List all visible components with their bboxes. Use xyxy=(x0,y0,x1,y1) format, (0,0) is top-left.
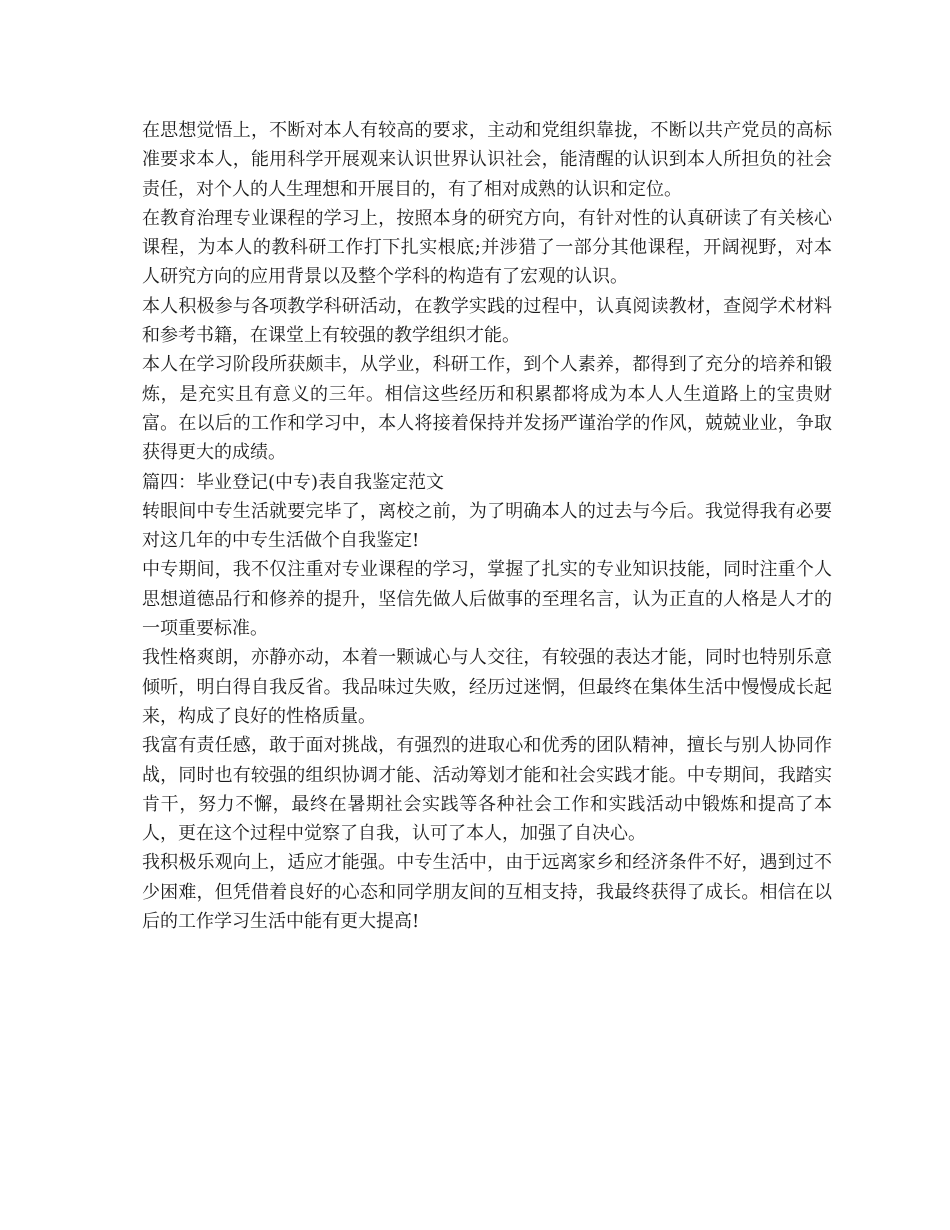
paragraph-intro: 转眼间中专生活就要完毕了，离校之前，为了明确本人的过去与今后。我觉得我有必要对这几年的中专生活做个自我鉴定! xyxy=(142,500,832,552)
paragraph-study: 中专期间，我不仅注重对专业课程的学习，掌握了扎实的专业知识技能，同时注重个人思想道德品行和修养的提升，坚信先做人后做事的至理名言，认为正直的人格是人才的一项重要标准。 xyxy=(142,559,832,640)
section-heading: 篇四：毕业登记(中专)表自我鉴定范文 xyxy=(142,471,445,493)
document-body xyxy=(142,116,832,936)
paragraph-responsibility: 我富有责任感，敢于面对挑战，有强烈的进取心和优秀的团队精神，擅长与别人协同作战，同时也有较强的组织协调才能、活动筹划才能和社会实践才能。中专期间，我踏实肯干，努力不懈，最终在暑期社会实践等各种社会工作和实践活动中锻炼和提高了本人，更在这个过程中觉察了自我，认可了本人，加强了自决心。 xyxy=(142,735,832,845)
paragraph-ideology: 在思想觉悟上，不断对本人有较高的要求，主动和党组织靠拢，不断以共产党员的高标准要求本人，能用科学开展观来认识世界认识社会，能清醒的认识到本人所担负的社会责任，对个人的人生理想和开展目的，有了相对成熟的认识和定位。 xyxy=(142,120,832,200)
paragraph-summary: 本人在学习阶段所获颇丰，从学业，科研工作，到个人素养，都得到了充分的培养和锻炼，是充实且有意义的三年。相信这些经历和积累都将成为本人人生道路上的宝贵财富。在以后的工作和学习中，本人将接着保持并发扬严谨治学的作风，兢兢业业，争取获得更大的成绩。 xyxy=(142,354,832,464)
paragraph-optimism: 我积极乐观向上，适应才能强。中专生活中，由于远离家乡和经济条件不好，遇到过不少困难，但凭借着良好的心态和同学朋友间的互相支持，我最终获得了成长。相信在以后的工作学习生活中能有更大提高! xyxy=(142,852,832,933)
paragraph-personality: 我性格爽朗，亦静亦动，本着一颗诚心与人交往，有较强的表达才能，同时也特别乐意倾听，明白得自我反省。我品味过失败，经历过迷惘，但最终在集体生活中慢慢成长起来，构成了良好的性格质量。 xyxy=(142,647,832,727)
paragraph-coursework: 在教育治理专业课程的学习上，按照本身的研究方向，有针对性的认真研读了有关核心课程，为本人的教科研工作打下扎实根底;并涉猎了一部分其他课程，开阔视野，对本人研究方向的应用背景以及整个学科的构造有了宏观的认识。 xyxy=(142,207,832,288)
paragraph-research-activities: 本人积极参与各项教学科研活动，在教学实践的过程中，认真阅读教材，查阅学术材料和参考书籍，在课堂上有较强的教学组织才能。 xyxy=(142,295,832,347)
